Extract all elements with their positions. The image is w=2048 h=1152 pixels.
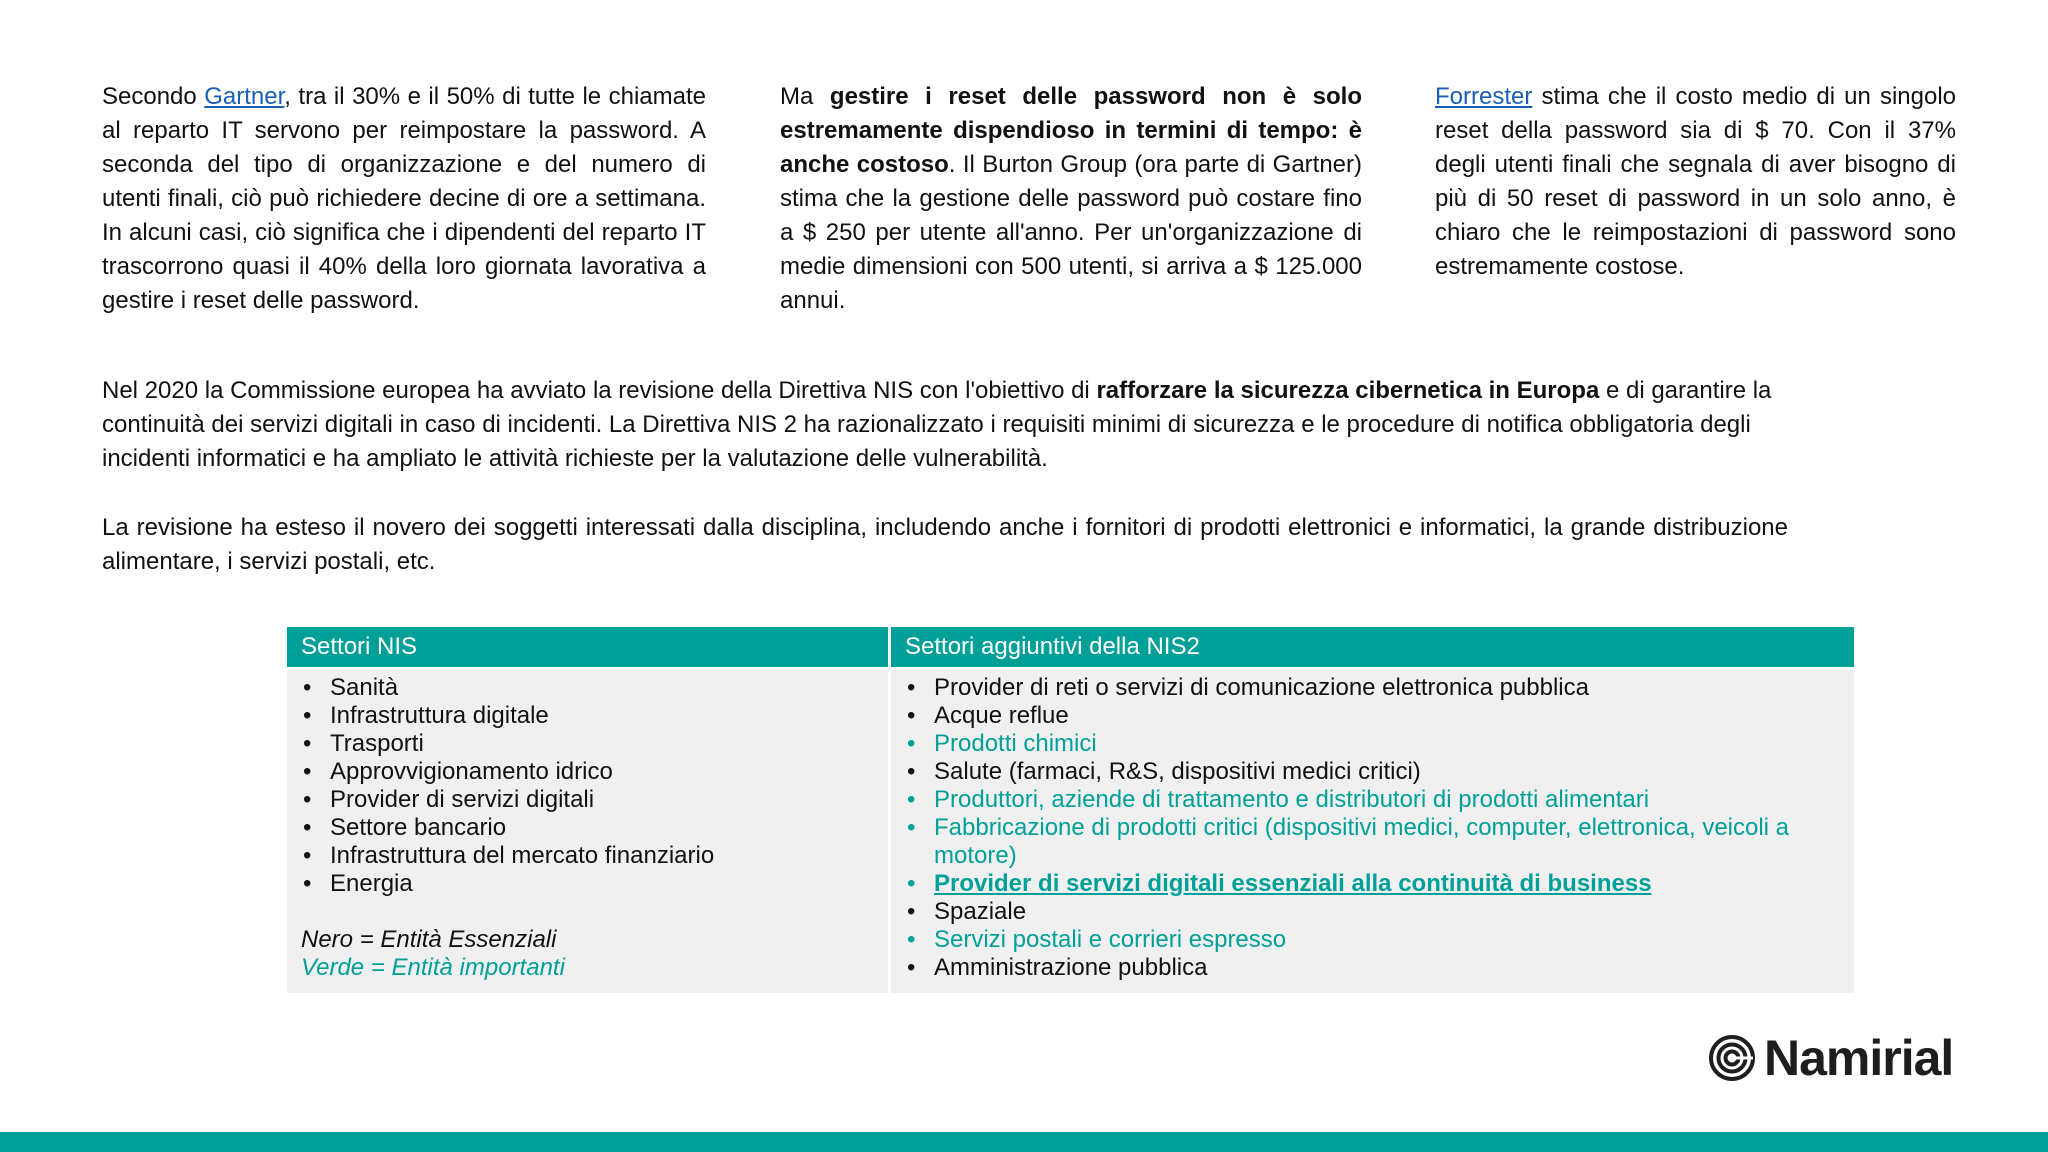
list-item: • Spaziale — [905, 898, 1840, 926]
forrester-text: stima che il costo medio di un singolo reset della password sia di $ 70. Con il 37% degli utenti finali che segnala di aver bisogno di più di 50 reset di password in un solo anno, è chiaro che le reimpostazioni di password sono estremamente costose. — [1435, 83, 1956, 280]
nis-sectors-cell — [287, 670, 888, 993]
list-item: • Provider di servizi digitali — [301, 786, 874, 814]
burton-bold: gestire i reset delle password non è solo estremamente dispendioso in termini di tempo: è anche costoso — [780, 83, 1362, 178]
list-item: • Fabbricazione di prodotti critici (dispositivi medici, computer, elettronica, veicoli a motore) — [905, 814, 1840, 870]
list-item: • Provider di reti o servizi di comunicazione elettronica pubblica — [905, 674, 1840, 702]
list-item: • Salute (farmaci, R&S, dispositivi medici critici) — [905, 758, 1840, 786]
list-item: • Amministrazione pubblica — [905, 954, 1840, 982]
nis-text: e di garantire la continuità dei servizi digitali in caso di incidenti. La Direttiva NIS 2 ha razionalizzato i requisiti minimi di sicurezza e le procedure di notifica obbligatoria degli incidenti informatici e ha ampliato le attività richieste per la valutazione delle vulnerabilità. — [102, 377, 1772, 472]
burton-pre: Ma — [780, 83, 830, 110]
list-item: • Prodotti chimici — [905, 730, 1840, 758]
nis-sectors-list — [301, 674, 874, 898]
list-item: • Approvvigionamento idrico — [301, 758, 874, 786]
burton-text: . Il Burton Group (ora parte di Gartner) stima che la gestione delle password può costare fino a $ 250 per utente all'anno. Per un'organizzazione di medie dimensioni con 500 utenti, si arriva a $ 125.000 annui. — [780, 151, 1363, 314]
nis-bold: rafforzare la sicurezza cibernetica in Europa — [1096, 377, 1600, 404]
sector-table — [287, 627, 1854, 993]
header-nis2-sectors: Settori aggiuntivi della NIS2 — [891, 627, 1854, 667]
list-item: • Infrastruttura digitale — [301, 702, 874, 730]
legend-important: Verde = Entità importanti — [301, 954, 565, 981]
nis2-sectors-cell — [891, 670, 1854, 993]
essential-digital-services-link[interactable]: Provider di servizi digitali essenziali alla continuità di business — [934, 870, 1652, 897]
namirial-logo — [1708, 1032, 1953, 1084]
list-item: • Trasporti — [301, 730, 874, 758]
nis-pre: Nel 2020 la Commissione europea ha avviato la revisione della Direttiva NIS con l'obiettivo di — [102, 377, 1097, 404]
forrester-link[interactable]: Forrester — [1435, 83, 1533, 110]
burton-paragraph — [780, 80, 1362, 318]
list-item: • Energia — [301, 870, 874, 898]
list-item: • Servizi postali e corrieri espresso — [905, 926, 1840, 954]
gartner-link[interactable]: Gartner — [204, 83, 285, 110]
list-item: • Infrastruttura del mercato finanziario — [301, 842, 874, 870]
nis2-sectors-list — [905, 674, 1840, 982]
nis-scope-paragraph: La revisione ha esteso il novero dei soggetti interessati dalla disciplina, includendo anche i fornitori di prodotti elettronici e informatici, la grande distribuzione alimentare, i servizi postali, etc. — [102, 514, 1788, 575]
header-nis-sectors: Settori NIS — [287, 627, 888, 667]
list-item: • Sanità — [301, 674, 874, 702]
gartner-paragraph — [102, 80, 706, 318]
namirial-wordmark: Namirial — [1764, 1030, 1954, 1086]
forrester-paragraph — [1435, 80, 1956, 284]
list-item: • Settore bancario — [301, 814, 874, 842]
gartner-text: , tra il 30% e il 50% di tutte le chiamate al reparto IT servono per reimpostare la password. A seconda del tipo di organizzazione e del numero di utenti finali, ciò può richiedere decine di ore a settimana. In alcuni casi, ciò significa che i dipendenti del reparto IT trascorrono quasi il 40% della loro giornata lavorativa a gestire i reset delle password. — [102, 83, 706, 314]
namirial-logo-icon — [1708, 1034, 1756, 1082]
footer-bar — [0, 1132, 2048, 1152]
gartner-pre: Secondo — [102, 83, 205, 110]
list-item: • Acque reflue — [905, 702, 1840, 730]
list-item: • Produttori, aziende di trattamento e distributori di prodotti alimentari — [905, 786, 1840, 814]
legend-essential: Nero = Entità Essenziali — [301, 926, 557, 953]
nis-revision-paragraph — [102, 374, 1788, 476]
list-item[interactable] — [905, 870, 1840, 898]
